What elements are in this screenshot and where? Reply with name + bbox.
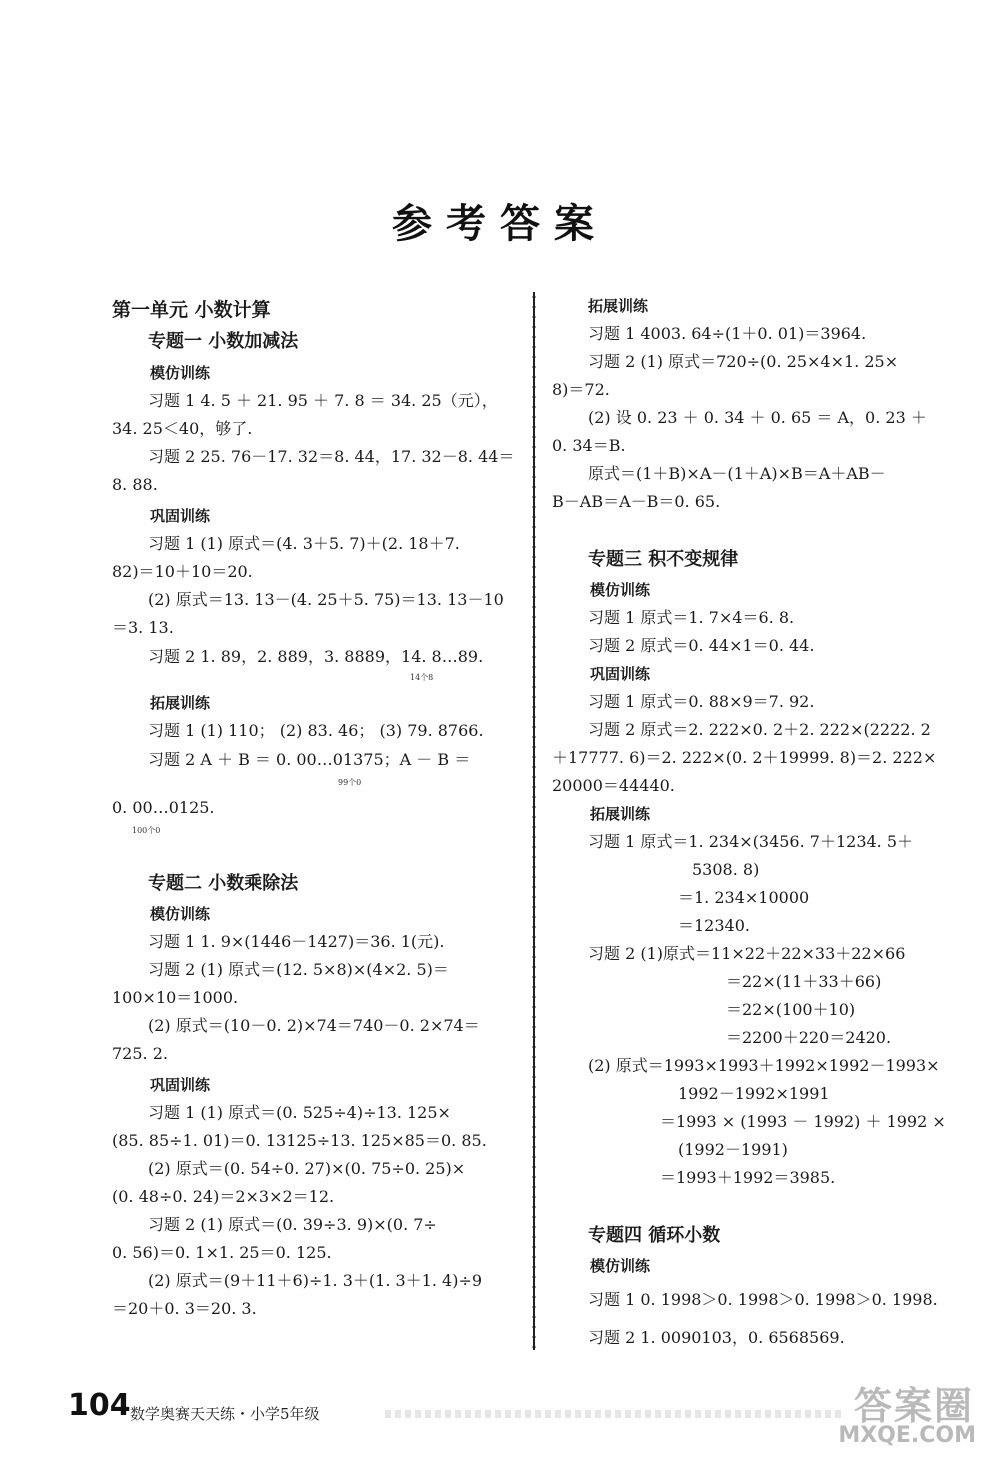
answer-line: 习题 2 1. 0090103，0. 6568569. xyxy=(588,1328,845,1347)
unit-heading: 第一单元 小数计算 xyxy=(112,299,271,321)
answer-line: 习题 2 1. 89，2. 889，3. 8889，14. 8…89. xyxy=(148,647,484,666)
answer-line: 习题 1 (1) 原式＝(4. 3＋5. 7)＋(2. 18＋7. xyxy=(148,534,460,553)
answer-line: (2) 设 0. 23 ＋ 0. 34 ＋ 0. 65 ＝ A，0. 23 ＋ xyxy=(588,408,927,427)
answer-line: 习题 1 0. 1998＞0. 1998＞0. 1998＞0. 1998. xyxy=(588,1290,938,1309)
brace-note: 14个8 xyxy=(410,673,434,682)
answer-line: 习题 1 原式＝1. 234×(3456. 7＋1234. 5＋ xyxy=(588,832,914,851)
answer-line: 习题 2 A ＋ B ＝ 0. 00…01375；A － B ＝ xyxy=(148,750,471,769)
answer-line: 习题 2 (1)原式＝11×22＋22×33＋22×66 xyxy=(588,944,906,963)
answer-line: (1992－1991) xyxy=(678,1140,788,1159)
answer-line: ＝22×(100＋10) xyxy=(726,1000,856,1019)
subsection-heading: 拓展训练 xyxy=(590,805,651,823)
answer-line: 习题 1 (1) 110； (2) 83. 46； (3) 79. 8766. xyxy=(148,721,484,740)
answer-line: (2) 原式＝(0. 54÷0. 27)×(0. 75÷0. 25)× xyxy=(148,1159,466,1178)
subsection-heading: 模仿训练 xyxy=(150,364,211,382)
answer-line: ＝2200＋220＝2420. xyxy=(726,1028,892,1047)
answer-line: (2) 原式＝(10－0. 2)×74＝740－0. 2×74＝ xyxy=(148,1016,480,1035)
answer-line: 习题 2 (1) 原式＝720÷(0. 25×4×1. 25× xyxy=(588,352,899,371)
page-title: 参考答案 xyxy=(392,201,608,247)
answer-line: 34. 25＜40，够了. xyxy=(112,419,253,438)
answer-line: (85. 85÷1. 01)＝0. 13125÷13. 125×85＝0. 85. xyxy=(112,1131,487,1150)
subsection-heading: 模仿训练 xyxy=(150,905,211,923)
subsection-heading: 巩固训练 xyxy=(150,507,211,525)
answer-line: 5308. 8) xyxy=(692,860,760,879)
answer-line: ＝20＋0. 3＝20. 3. xyxy=(112,1299,257,1318)
answer-line: 0. 56)＝0. 1×1. 25＝0. 125. xyxy=(112,1243,332,1262)
brace-note: 100个0 xyxy=(132,826,161,835)
answer-line: 习题 1 4003. 64÷(1＋0. 01)＝3964. xyxy=(588,324,867,343)
answer-line: 100×10＝1000. xyxy=(112,988,239,1007)
answer-line: 习题 2 (1) 原式＝(12. 5×8)×(4×2. 5)＝ xyxy=(148,960,449,979)
answer-line: 0. 34＝B. xyxy=(552,436,626,455)
answer-line: 习题 2 原式＝2. 222×0. 2＋2. 222×(2222. 2 xyxy=(588,720,931,739)
answer-line: 习题 1 1. 9×(1446－1427)＝36. 1(元). xyxy=(148,932,445,951)
answer-line: (2) 原式＝(9＋11＋6)÷1. 3＋(1. 3＋1. 4)÷9 xyxy=(148,1271,483,1290)
topic-heading: 专题四 循环小数 xyxy=(588,1225,721,1246)
answer-line: 习题 1 原式＝0. 88×9＝7. 92. xyxy=(588,692,815,711)
watermark-url: MXQE.COM xyxy=(838,1423,976,1448)
brace-note: 99个0 xyxy=(338,778,362,787)
answer-line: 习题 2 原式＝0. 44×1＝0. 44. xyxy=(588,636,815,655)
answer-line: 习题 1 4. 5 ＋ 21. 95 ＋ 7. 8 ＝ 34. 25（元）， xyxy=(148,391,498,410)
answer-line: (2) 原式＝1993×1993＋1992×1992－1993× xyxy=(588,1056,940,1075)
answer-line: B－AB＝A－B＝0. 65. xyxy=(552,492,721,511)
subsection-heading: 巩固训练 xyxy=(150,1076,211,1094)
subsection-heading: 拓展训练 xyxy=(588,297,649,315)
footer-decoration xyxy=(385,1410,845,1418)
answer-line: (2) 原式＝13. 13－(4. 25＋5. 75)＝13. 13－10 xyxy=(148,590,504,609)
answer-line: 8. 88. xyxy=(112,475,158,494)
answer-line: 习题 2 (1) 原式＝(0. 39÷3. 9)×(0. 7÷ xyxy=(148,1215,437,1234)
answer-line: 习题 1 (1) 原式＝(0. 525÷4)÷13. 125× xyxy=(148,1103,451,1122)
answer-line: ＝1. 234×10000 xyxy=(678,888,810,907)
answer-line: ＝12340. xyxy=(678,916,750,935)
answer-line: 20000＝44440. xyxy=(552,776,675,795)
subsection-heading: 拓展训练 xyxy=(150,694,211,712)
answer-line: 1992－1992×1991 xyxy=(678,1084,830,1103)
answer-line: ＝1993＋1992＝3985. xyxy=(660,1168,836,1187)
topic-heading: 专题三 积不变规律 xyxy=(588,549,739,570)
book-title: 数学奥赛天天练・小学5年级 xyxy=(130,1405,320,1423)
answer-line: 8)＝72. xyxy=(552,380,610,399)
answer-line: 习题 1 原式＝1. 7×4＝6. 8. xyxy=(588,608,795,627)
answer-line: 习题 2 25. 76－17. 32＝8. 44，17. 32－8. 44＝ xyxy=(148,447,515,466)
answer-line: ＝1993 × (1993 － 1992) ＋ 1992 × xyxy=(660,1112,946,1131)
answer-line: ＋17777. 6)＝2. 222×(0. 2＋19999. 8)＝2. 222× xyxy=(552,748,937,767)
watermark xyxy=(812,1375,982,1453)
answer-line: (0. 48÷0. 24)＝2×3×2＝12. xyxy=(112,1187,335,1206)
answer-line: ＝22×(11＋33＋66) xyxy=(726,972,882,991)
column-divider-dots xyxy=(532,292,536,1350)
page-number: 104 xyxy=(68,1388,131,1423)
subsection-heading: 巩固训练 xyxy=(590,665,651,683)
watermark-logo: 答案圈 xyxy=(853,1384,974,1428)
subsection-heading: 模仿训练 xyxy=(590,581,651,599)
subsection-heading: 模仿训练 xyxy=(590,1257,651,1275)
topic-heading: 专题一 小数加减法 xyxy=(148,331,299,352)
answer-line: 原式＝(1＋B)×A－(1＋A)×B＝A＋AB－ xyxy=(588,464,886,483)
topic-heading: 专题二 小数乘除法 xyxy=(148,873,299,894)
answer-line: 82)＝10＋10＝20. xyxy=(112,562,253,581)
answer-line: 725. 2. xyxy=(112,1044,168,1063)
answer-line: ＝3. 13. xyxy=(112,618,174,637)
answer-line: 0. 00…0125. xyxy=(112,798,215,817)
